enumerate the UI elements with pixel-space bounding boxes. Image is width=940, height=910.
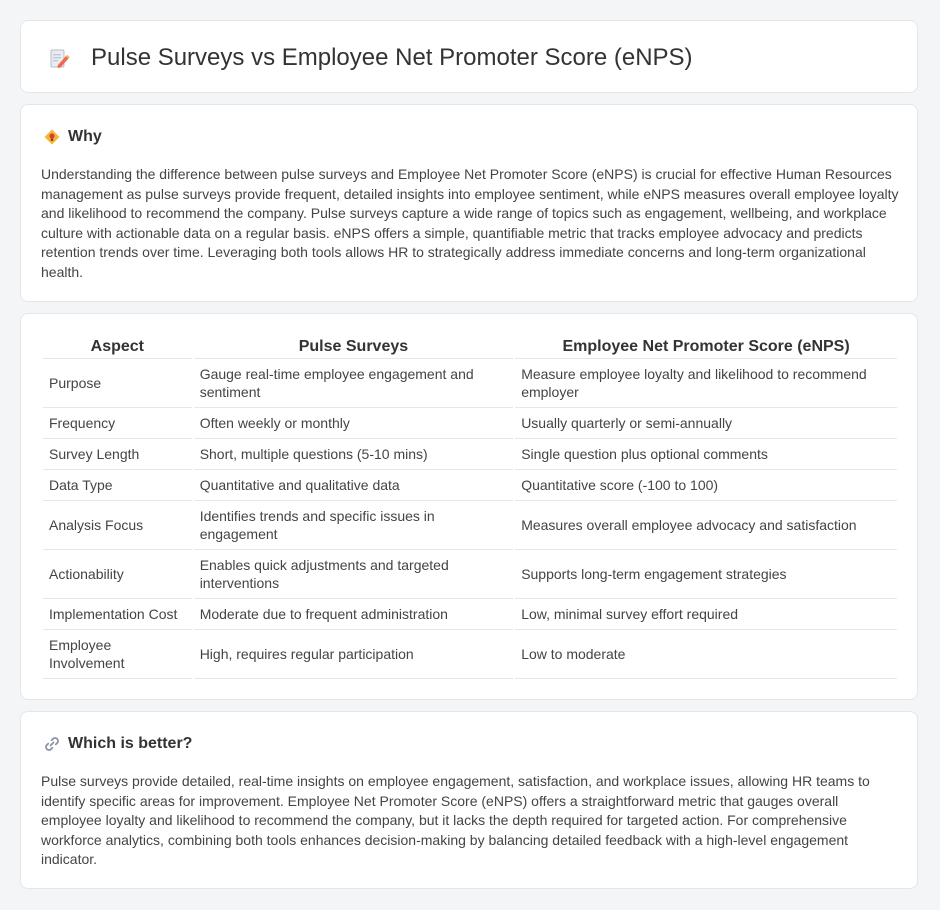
why-header <box>43 127 102 147</box>
row-enps: Low to moderate <box>515 630 897 679</box>
table-row <box>43 408 897 439</box>
row-enps: Supports long-term engagement strategies <box>515 550 897 599</box>
table-row <box>43 630 897 679</box>
row-aspect: Actionability <box>43 550 192 599</box>
row-pulse: Short, multiple questions (5-10 mins) <box>194 439 514 470</box>
table-row <box>43 501 897 550</box>
table-row <box>43 550 897 599</box>
row-enps: Single question plus optional comments <box>515 439 897 470</box>
comparison-table <box>41 336 899 679</box>
row-pulse: Enables quick adjustments and targeted interventions <box>194 550 514 599</box>
row-aspect: Employee Involvement <box>43 630 192 679</box>
row-aspect: Data Type <box>43 470 192 501</box>
why-heading: Why <box>68 128 102 145</box>
table-row <box>43 359 897 408</box>
row-aspect: Survey Length <box>43 439 192 470</box>
header-enps: Employee Net Promoter Score (eNPS) <box>515 336 897 359</box>
better-header <box>43 734 192 754</box>
table-row <box>43 439 897 470</box>
row-aspect: Implementation Cost <box>43 599 192 630</box>
row-enps: Usually quarterly or semi-annually <box>515 408 897 439</box>
better-text: Pulse surveys provide detailed, real-time insights on employee engagement, satisfaction, and workplace issues, allowing HR teams to identify specific areas for improvement. Employee Net Promoter Score (eNPS) offers a straightforward metric that gauges overall employee loyalty and likelihood to recommend the company, but it lacks the depth required for targeted action. For comprehensive workforce analytics, combining both tools enhances decision-making by balancing detailed feedback with a high-level engagement indicator. <box>41 773 870 867</box>
page-title: Pulse Surveys vs Employee Net Promoter Score (eNPS) <box>91 44 693 71</box>
table-row <box>43 470 897 501</box>
comparison-table-card <box>20 313 918 700</box>
row-aspect: Analysis Focus <box>43 501 192 550</box>
header-pulse-surveys: Pulse Surveys <box>194 336 514 359</box>
title-card <box>20 20 918 93</box>
row-pulse: Quantitative and qualitative data <box>194 470 514 501</box>
which-is-better-section <box>20 711 918 889</box>
why-text: Understanding the difference between pulse surveys and Employee Net Promoter Score (eNPS) is crucial for effective Human Resources management as pulse surveys provide frequent, detailed insights into employee sentiment, while eNPS measures overall employee loyalty and likelihood to recommend the company. Pulse surveys capture a wide range of topics such as engagement, wellbeing, and workplace culture with actionable data on a regular basis. eNPS offers a simple, quantifiable metric that tracks employee advocacy and predicts retention trends over time. Leveraging both tools allows HR to strategically address immediate concerns and long-term organizational health. <box>41 166 899 280</box>
row-pulse: Identifies trends and specific issues in engagement <box>194 501 514 550</box>
lightbulb-icon <box>43 128 61 146</box>
row-enps: Measure employee loyalty and likelihood to recommend employer <box>515 359 897 408</box>
row-enps: Low, minimal survey effort required <box>515 599 897 630</box>
row-pulse: Gauge real-time employee engagement and sentiment <box>194 359 514 408</box>
table-header-row <box>43 336 897 359</box>
table-row <box>43 599 897 630</box>
row-pulse: Moderate due to frequent administration <box>194 599 514 630</box>
row-enps: Measures overall employee advocacy and satisfaction <box>515 501 897 550</box>
row-enps: Quantitative score (-100 to 100) <box>515 470 897 501</box>
why-section <box>20 104 918 302</box>
header-aspect: Aspect <box>43 336 192 359</box>
row-pulse: High, requires regular participation <box>194 630 514 679</box>
row-pulse: Often weekly or monthly <box>194 408 514 439</box>
row-aspect: Purpose <box>43 359 192 408</box>
better-heading: Which is better? <box>68 735 193 752</box>
document-edit-icon <box>48 48 70 70</box>
row-aspect: Frequency <box>43 408 192 439</box>
link-icon <box>43 735 61 753</box>
